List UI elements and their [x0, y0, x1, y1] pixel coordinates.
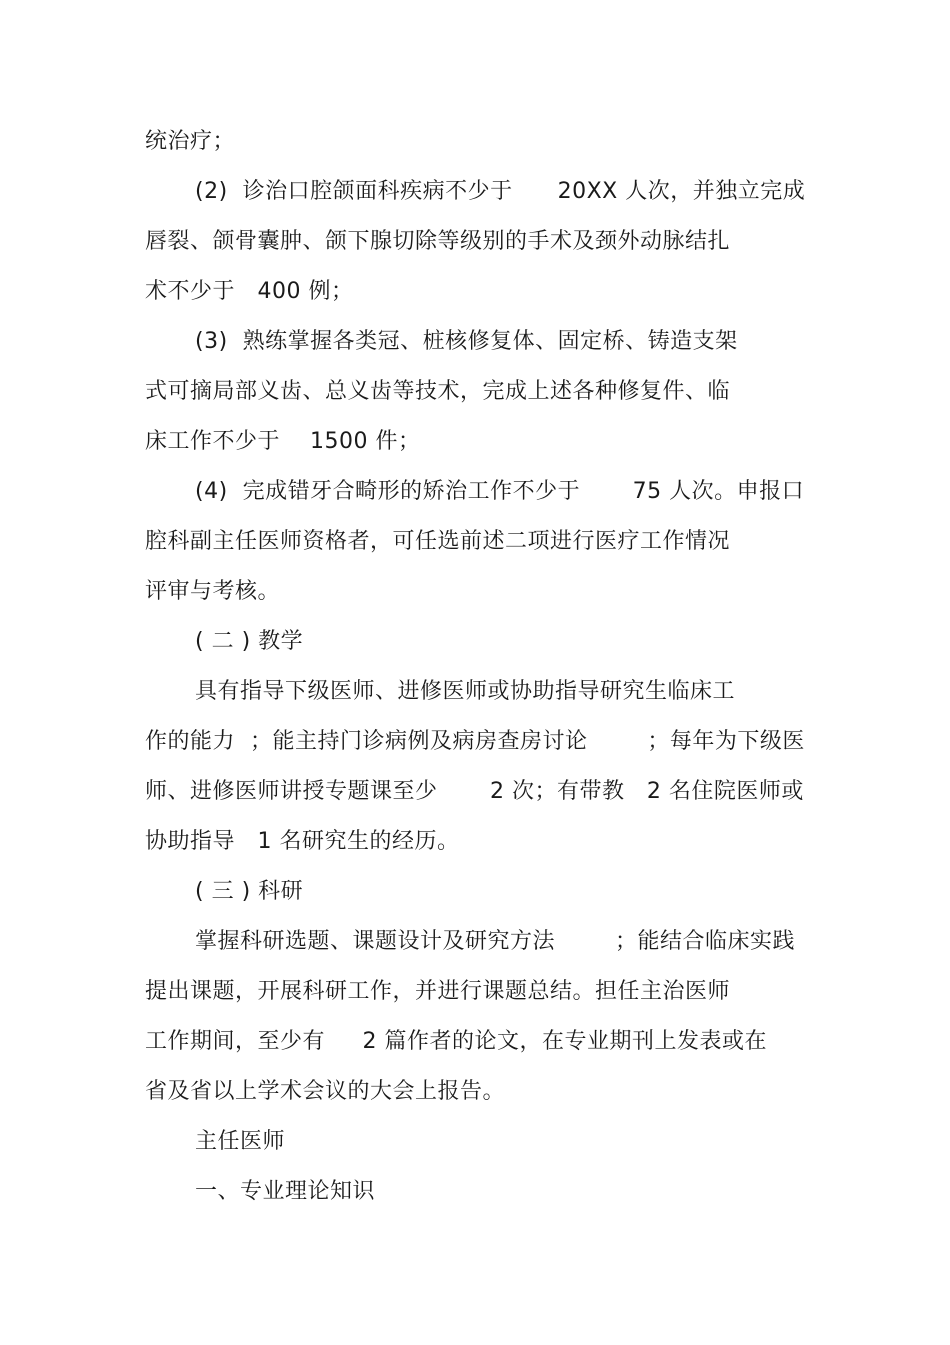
section-heading: 一、专业理论知识	[195, 1179, 376, 1204]
text-line: 工作期间，至少有 2 篇作者的论文，在专业期刊上发表或在	[145, 1029, 767, 1054]
text-line: 协助指导 1 名研究生的经历。	[145, 829, 460, 854]
text-line: 师、进修医师讲授专题课至少 2 次；有带教 2 名住院医师或	[145, 779, 804, 804]
text-line: 具有指导下级医师、进修医师或协助指导研究生临床工	[195, 679, 736, 704]
text-line: 省及省以上学术会议的大会上报告。	[145, 1079, 506, 1104]
text-line: 评审与考核。	[145, 579, 281, 604]
section-heading: ( 二 ) 教学	[195, 629, 304, 654]
text-line: 腔科副主任医师资格者，可任选前述二项进行医疗工作情况	[145, 529, 731, 554]
text-line: 式可摘局部义齿、总义齿等技术，完成上述各种修复件、临	[145, 379, 731, 404]
text-line: 统治疗；	[145, 129, 236, 154]
text-line: (4) 完成错牙合畸形的矫治工作不少于 75 人次。申报口	[195, 479, 805, 504]
text-line: 掌握科研选题、课题设计及研究方法 ；能结合临床实践	[195, 929, 795, 954]
text-line: (3) 熟练掌握各类冠、桩核修复体、固定桥、铸造支架	[195, 329, 738, 354]
text-line: 床工作不少于 1500 件；	[145, 429, 421, 454]
text-line: 提出课题，开展科研工作，并进行课题总结。担任主治医师	[145, 979, 731, 1004]
text-line: (2) 诊治口腔颌面科疾病不少于 20XX 人次，并独立完成	[195, 179, 806, 204]
section-heading: 主任医师	[195, 1129, 286, 1154]
text-line: 术不少于 400 例；	[145, 279, 354, 304]
text-line: 唇裂、颌骨囊肿、颌下腺切除等级别的手术及颈外动脉结扎	[145, 229, 731, 254]
section-heading: ( 三 ) 科研	[195, 879, 304, 904]
text-line: 作的能力 ；能主持门诊病例及病房查房讨论 ；每年为下级医	[145, 729, 805, 754]
